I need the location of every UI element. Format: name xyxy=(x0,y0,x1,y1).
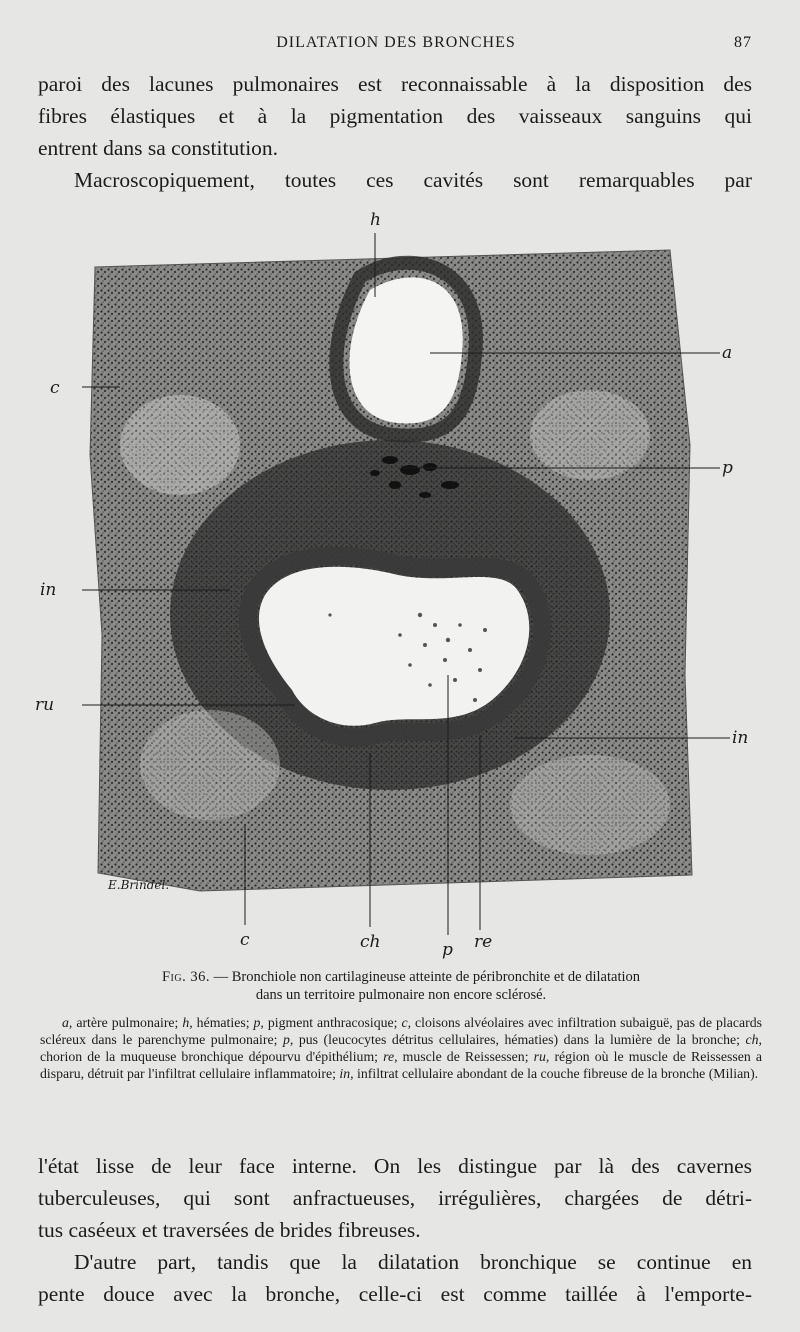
text-line: tuberculeuses, qui sont anfractueuses, irrégulières, chargées de détri- xyxy=(38,1186,752,1210)
text-line: paroi des lacunes pulmonaires est reconnaissable à la disposition des xyxy=(38,72,752,96)
label-c-bottom: c xyxy=(240,930,250,950)
label-in-right: in xyxy=(732,728,749,748)
running-title: DILATATION DES BRONCHES xyxy=(276,34,516,51)
text-line: Macroscopiquement, toutes ces cavités sont remarquables par xyxy=(74,168,752,192)
legend-key: ch, xyxy=(745,1032,762,1047)
legend-text: chorion de la muqueuse bronchique dépourvu d'épithélium; xyxy=(40,1049,384,1064)
legend-key: h, xyxy=(182,1015,193,1030)
top-paragraph xyxy=(38,68,752,196)
legend-text: hématies; xyxy=(192,1015,254,1030)
figure-legend xyxy=(40,1014,762,1082)
label-a: a xyxy=(722,343,733,363)
legend-text: région où le muscle de Reissessen a disparu, détruit par l'infiltrat cellulaire inflammatoire; xyxy=(40,1049,763,1081)
label-c-left: c xyxy=(50,378,60,398)
text-line: D'autre part, tandis que la dilatation bronchique se continue en xyxy=(74,1250,752,1274)
light-region xyxy=(510,755,670,855)
legend-key: p, xyxy=(253,1015,264,1030)
page-number: 87 xyxy=(734,34,752,51)
legend-text: infiltrat cellulaire abondant de la couche fibreuse de la bronche (Milian). xyxy=(353,1066,759,1081)
engraver-signature: E.Brindel. xyxy=(108,878,170,892)
text-line: fibres élastiques et à la pigmentation des vaisseaux sanguins qui xyxy=(38,104,752,128)
text-line: entrent dans sa constitution. xyxy=(38,136,279,160)
label-ch: ch xyxy=(360,932,381,952)
legend-key: ru, xyxy=(533,1049,550,1064)
running-head xyxy=(40,34,752,56)
legend-key: p, xyxy=(282,1032,294,1047)
label-h: h xyxy=(370,210,381,230)
label-in-left: in xyxy=(40,580,57,600)
legend-key: re, xyxy=(383,1049,398,1064)
histology-plate xyxy=(30,205,770,965)
legend-text: pus (leucocytes détritus cellulaires, hématies) dans la lumière de la bronche; xyxy=(293,1032,746,1047)
label-p-right: p xyxy=(722,458,733,478)
legend-text: pigment anthracosique; xyxy=(263,1015,402,1030)
artery-lumen xyxy=(349,277,462,423)
legend-text: artère pulmonaire; xyxy=(72,1015,183,1030)
label-ru: ru xyxy=(35,695,55,715)
legend-text: cloisons alvéolaires avec infiltration subaiguë, pas de placards scléreux dans le parenchyme pulmonaire; xyxy=(40,1015,762,1047)
legend-key: c, xyxy=(401,1015,412,1030)
legend-text: muscle de Reissessen; xyxy=(397,1049,534,1064)
label-re: re xyxy=(474,932,493,952)
legend-key: in, xyxy=(339,1066,354,1081)
light-region xyxy=(530,390,650,480)
text-line: l'état lisse de leur face interne. On les distingue par là des cavernes xyxy=(38,1154,752,1178)
text-line: pente douce avec la bronche, celle-ci est comme taillée à l'emporte- xyxy=(38,1282,752,1306)
bottom-paragraph xyxy=(38,1150,752,1310)
figure-number: Fig. 36. xyxy=(161,969,210,985)
legend-key: a, xyxy=(62,1015,73,1030)
light-region xyxy=(120,395,240,495)
caption-text: — Bronchiole non cartilagineuse atteinte de péribronchite et de dilatation xyxy=(213,969,640,985)
figure-caption xyxy=(40,968,762,1004)
caption-text-line2: dans un territoire pulmonaire non encore sclérosé. xyxy=(255,987,547,1003)
light-region xyxy=(140,710,280,820)
text-line: tus caséeux et traversées de brides fibreuses. xyxy=(38,1218,421,1242)
label-p-bottom: p xyxy=(442,940,453,960)
